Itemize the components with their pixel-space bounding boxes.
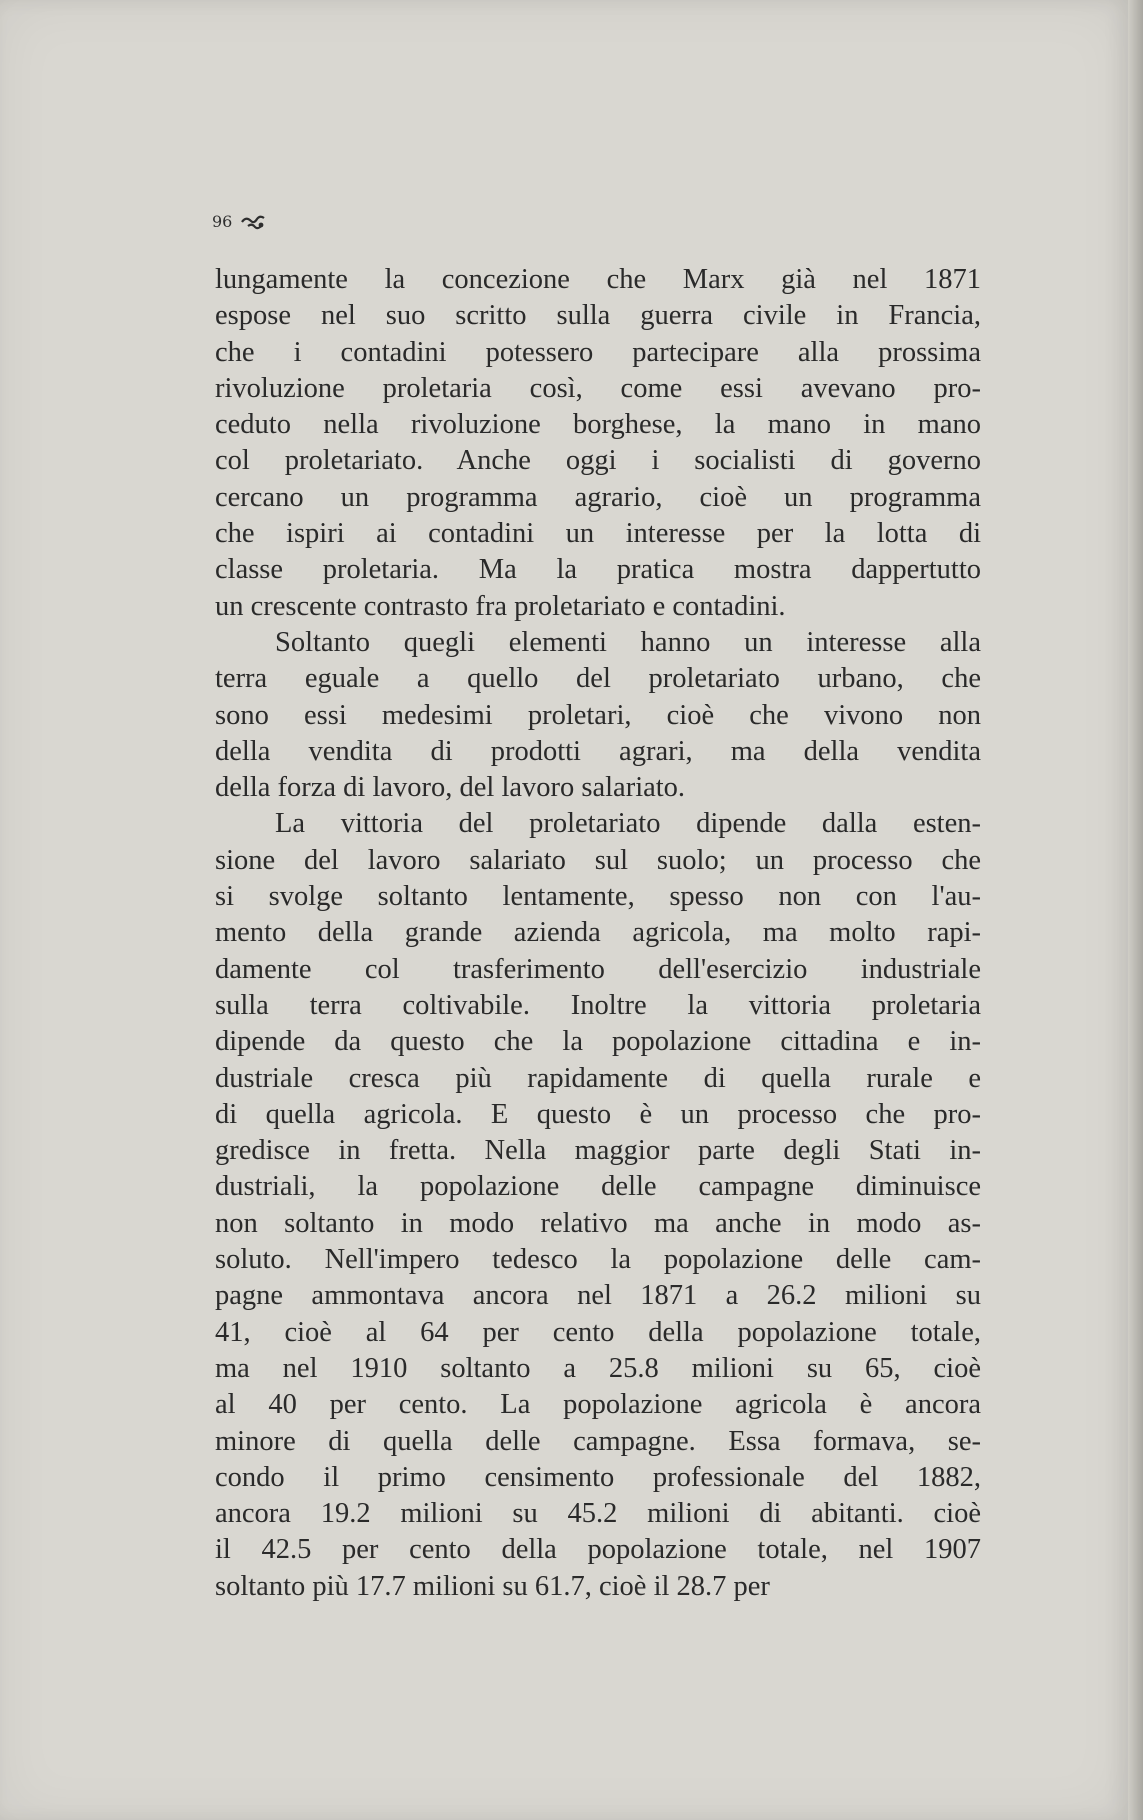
text-line: della vendita di prodotti agrari, ma della vendita [215, 735, 981, 767]
text-line: col proletariato. Anche oggi i socialisti di governo [215, 445, 981, 477]
text-line: della forza di lavoro, del lavoro salariato. [215, 772, 686, 804]
text-line: dustriali, la popolazione delle campagne diminuisce [215, 1171, 981, 1203]
text-line: un crescente contrasto fra proletariato e contadini. [215, 590, 786, 622]
text-line: al 40 per cento. La popolazione agricola è ancora [215, 1389, 981, 1421]
text-line: soltanto più 17.7 milioni su 61.7, cioè il 28.7 per [215, 1570, 770, 1602]
text-line: Soltanto quegli elementi hanno un interesse alla [275, 626, 981, 658]
text-line: classe proletaria. Ma la pratica mostra dappertutto [215, 554, 981, 586]
text-line: dustriale cresca più rapidamente di quella rurale e [215, 1062, 981, 1094]
ornament-icon [240, 213, 266, 231]
text-line: 41, cioè al 64 per cento della popolazione totale, [215, 1316, 981, 1348]
text-line: ma nel 1910 soltanto a 25.8 milioni su 65, cioè [215, 1352, 981, 1384]
text-line: sono essi medesimi proletari, cioè che vivono non [215, 699, 981, 731]
text-line: il 42.5 per cento della popolazione totale, nel 1907 [215, 1534, 981, 1566]
text-line: soluto. Nell'impero tedesco la popolazione delle cam- [215, 1244, 981, 1276]
text-line: damente col trasferimento dell'esercizio industriale [215, 953, 981, 985]
page-number: 96 [212, 212, 233, 231]
text-line: minore di quella delle campagne. Essa formava, se- [215, 1425, 981, 1457]
text-line: espose nel suo scritto sulla guerra civile in Francia, [215, 300, 981, 332]
text-line: che i contadini potessero partecipare alla prossima [215, 336, 981, 368]
text-line: sione del lavoro salariato sul suolo; un processo che [215, 844, 981, 876]
text-line: rivoluzione proletaria così, come essi avevano pro- [215, 372, 981, 404]
text-line: non soltanto in modo relativo ma anche in modo as- [215, 1207, 981, 1239]
text-line: si svolge soltanto lentamente, spesso non con l'au- [215, 881, 981, 913]
text-line: pagne ammontava ancora nel 1871 a 26.2 milioni su [215, 1280, 981, 1312]
text-line: dipende da questo che la popolazione cittadina e in- [215, 1026, 981, 1058]
text-line: cercano un programma agrario, cioè un programma [215, 481, 981, 513]
body-text [215, 262, 981, 1605]
text-line: di quella agricola. E questo è un processo che pro- [215, 1098, 981, 1130]
text-line: che ispiri ai contadini un interesse per la lotta di [215, 518, 981, 550]
text-line: mento della grande azienda agricola, ma molto rapi- [215, 917, 981, 949]
paragraph [215, 806, 981, 1605]
text-line: La vittoria del proletariato dipende dalla esten- [275, 808, 981, 840]
text-line: gredisce in fretta. Nella maggior parte degli Stati in- [215, 1135, 981, 1167]
paragraph [215, 625, 981, 806]
text-line: sulla terra coltivabile. Inoltre la vittoria proletaria [215, 989, 981, 1021]
paragraph [215, 262, 981, 625]
text-line: lungamente la concezione che Marx già nel 1871 [215, 264, 981, 295]
text-line: terra eguale a quello del proletariato urbano, che [215, 663, 981, 695]
page-header [212, 212, 266, 231]
page-edge [1128, 0, 1143, 1820]
text-line: ceduto nella rivoluzione borghese, la mano in mano [215, 409, 981, 441]
text-line: ancora 19.2 milioni su 45.2 milioni di abitanti. cioè [215, 1498, 981, 1530]
text-line: condo il primo censimento professionale del 1882, [215, 1461, 981, 1493]
